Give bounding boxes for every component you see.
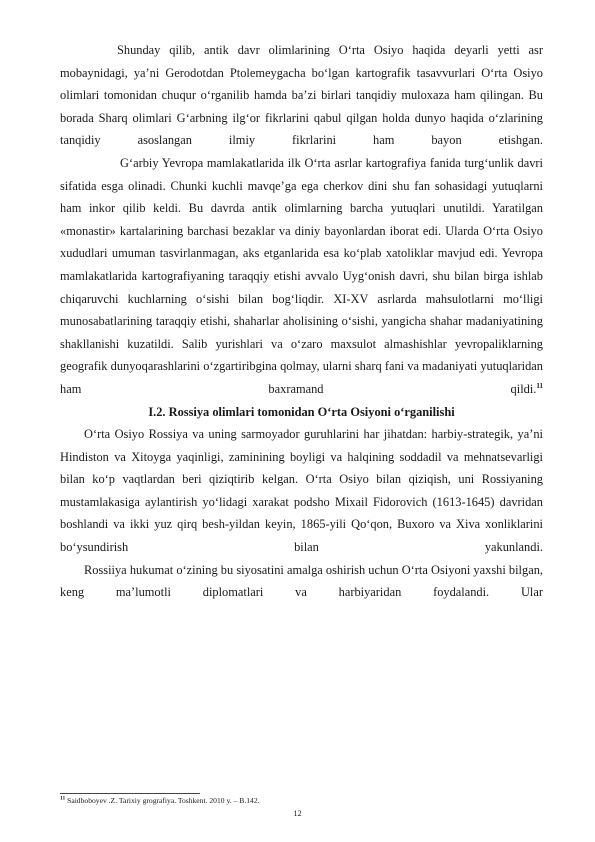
- paragraph-rossiya-hukumat: [60, 559, 543, 604]
- section-heading: I.2. Rossiya olimlari tomonidan O‘rta Osiyoni o‘rganilishi: [148, 404, 455, 419]
- footnote: [60, 796, 543, 805]
- paragraph-text: G‘arbiy Yevropa mamlakatlarida ilk O‘rta asrlar kartografiya fanida turg‘unlik davri sifatida esga olinadi. Chunki kuchli mavqe’ga ega cherkov dini shu fan sohasidagi yutuqlarni ham inkor qilib keldi. Bu davrda antik olimlarning barcha yutuqlari unutildi. Yaratilgan «monastir» kartalarining barchasi bezaklar va diniy bayonlardan iborat edi. Ularda O‘rta Osiyo xududlari umuman tasvirlanmagan, aks etganlarida esa ko‘plab xatoliklar mavjud edi. Yevropa mamlakatlarida kartografiyaning taraqqiy etishi avvalo Uyg‘onish davri, shu bilan birga ishlab chiqaruvchi kuchlarning o‘sishi bilan bog‘liqdir. XI-XV asrlarda mahsulotlarni mo‘lligi munosabatlarining taraqqiy etishi, shaharlar aholisining o‘sishi, yangicha shahar madaniyatining shakllanishi kuzatildi. Salib yurishlari va o‘zaro maxsulot almashishlar yevropaliklarning geografik dunyoqarashlarini o‘zgartiribgina qolmay, ularni sharq fani va madaniyati yutuqlaridan ham baxramand qildi.: [60, 155, 543, 396]
- paragraph-antik-davr: [60, 39, 543, 152]
- footnote-text: Saidboboyev .Z. Tarixiy grografiya. Toshkent. 2010 y. – B.142.: [65, 796, 260, 805]
- paragraph-text: Rossiiya hukumat o‘zining bu siyosatini amalga oshirish uchun O‘rta Osiyoni yaxshi bilgan, keng ma’lumotli diplomatlari va harbiyaridan foydalandi. Ular: [60, 562, 543, 600]
- paragraph-text: O‘rta Osiyo Rossiya va uning sarmoyador guruhlarini har jihatdan: harbiy-strategik, ya’ni Hindiston va Xitoyga yaqinligi, zaminining boyligi va halqining soddadil va mehnatsevarligi bilan ko‘p vaqtlardan beri qiziqtirib kelgan. O‘rta Osiyo bilan qiziqish, uni Rossiyaning mustamlakasiga aylantirish yo‘lidagi xarakat podsho Mixail Fidorovich (1613-1645) davridan boshlandi va ikki yuz qirq besh-yildan keyin, 1865-yili Qo‘qon, Buxoro va Xiva xonliklarini bo‘ysundirish bilan yakunlandi.: [60, 427, 543, 555]
- page-number: 12: [293, 809, 302, 818]
- paragraph-garbiy-yevropa: [60, 152, 543, 401]
- page-body: [60, 39, 543, 604]
- footnote-separator: [60, 793, 200, 794]
- footnote-reference[interactable]: 11: [536, 381, 543, 390]
- footnote-number: 11: [60, 795, 66, 802]
- paragraph-text: Shunday qilib, antik davr olimlarining O‘rta Osiyo haqida deyarli yetti asr mobaynidagi, ya’ni Gerodotdan Ptolemeygacha bo‘lgan kartografik tasavvurlari O‘rta Osiyo olimlari tomonidan chuqur o‘rganilib hamda ba’zi birlari tanqidiy muloxaza ham qilingan. Bu borada Sharq olimlari G‘arbning ilg‘or fikrlarini qabul qilgan holda dunyo haqida o‘zlarining tanqidiy asoslangan ilmiy fikrlarini ham bayon etishgan.: [60, 43, 543, 148]
- paragraph-rossiya: [60, 423, 543, 559]
